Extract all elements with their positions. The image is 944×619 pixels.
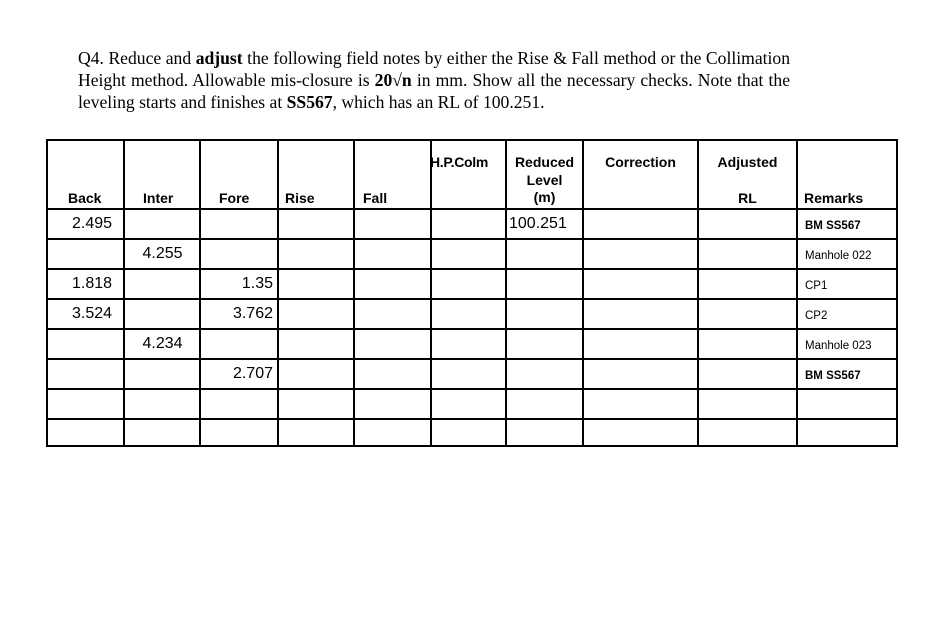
header-back: Back — [68, 190, 102, 206]
table-cell-reduced — [505, 298, 582, 328]
table-cell-correction — [582, 328, 697, 358]
table-cell-adjusted — [697, 418, 796, 447]
table-cell-reduced — [505, 418, 582, 447]
inter-value: 4.234 — [142, 335, 183, 352]
back-value: 3.524 — [72, 305, 113, 322]
table-cell-hpcolm — [430, 418, 505, 447]
question-part-1: Q4. Reduce and — [78, 48, 196, 68]
header-adjusted-line2: RL — [738, 190, 757, 206]
question-bold-benchmark: SS567 — [286, 92, 333, 112]
table-cell-fall — [353, 238, 430, 268]
remark-text: BM SS567 — [805, 220, 861, 232]
table-cell-adjusted — [697, 358, 796, 388]
table-cell-remarks — [796, 298, 898, 328]
header-cell-back — [46, 139, 123, 208]
table-cell-adjusted — [697, 208, 796, 238]
table-cell-reduced — [505, 268, 582, 298]
table-cell-correction — [582, 208, 697, 238]
table-cell-fore — [199, 358, 277, 388]
remark-text: BM SS567 — [805, 370, 861, 382]
inter-value: 4.255 — [142, 245, 183, 262]
table-cell-reduced — [505, 208, 582, 238]
table-cell-rise — [277, 328, 353, 358]
table-cell-hpcolm — [430, 268, 505, 298]
table-cell-fore — [199, 268, 277, 298]
table-cell-hpcolm — [430, 328, 505, 358]
table-cell-hpcolm — [430, 298, 505, 328]
header-cell-remarks — [796, 139, 898, 208]
table-cell-correction — [582, 238, 697, 268]
table-cell-fall — [353, 208, 430, 238]
table-cell-inter — [123, 328, 199, 358]
table-cell-fall — [353, 268, 430, 298]
table-cell-remarks — [796, 418, 898, 447]
fore-value: 1.35 — [241, 275, 273, 292]
table-cell-back — [46, 268, 123, 298]
table-cell-fore — [199, 328, 277, 358]
table-cell-rise — [277, 358, 353, 388]
remark-text: CP1 — [805, 280, 828, 292]
table-cell-inter — [123, 388, 199, 418]
table-cell-rise — [277, 298, 353, 328]
question-part-3: in mm. Show all the necessary checks. Note that the leveling starts and finishes at — [78, 70, 791, 112]
table-cell-fore — [199, 388, 277, 418]
header-adjusted-line1: Adjusted — [717, 154, 778, 170]
table-cell-back — [46, 238, 123, 268]
header-reduced-line3: (m) — [533, 189, 556, 205]
table-cell-inter — [123, 358, 199, 388]
table-cell-back — [46, 328, 123, 358]
table-cell-correction — [582, 268, 697, 298]
table-cell-adjusted — [697, 328, 796, 358]
table-cell-fall — [353, 358, 430, 388]
remark-text: Manhole 022 — [805, 250, 872, 262]
table-cell-rise — [277, 388, 353, 418]
table-cell-correction — [582, 418, 697, 447]
table-cell-remarks — [796, 388, 898, 418]
table-cell-correction — [582, 388, 697, 418]
table-cell-adjusted — [697, 268, 796, 298]
back-value: 2.495 — [72, 215, 113, 232]
table-cell-remarks — [796, 358, 898, 388]
remark-text: CP2 — [805, 310, 828, 322]
header-cell-inter — [123, 139, 199, 208]
table-cell-inter — [123, 268, 199, 298]
table-cell-inter — [123, 298, 199, 328]
table-cell-hpcolm — [430, 238, 505, 268]
table-cell-adjusted — [697, 238, 796, 268]
table-cell-rise — [277, 238, 353, 268]
header-fall: Fall — [363, 190, 388, 206]
table-cell-adjusted — [697, 388, 796, 418]
table-cell-inter — [123, 238, 199, 268]
table-cell-inter — [123, 208, 199, 238]
remark-text: Manhole 023 — [805, 340, 872, 352]
table-cell-correction — [582, 298, 697, 328]
table-cell-back — [46, 388, 123, 418]
header-reduced-line1: Reduced — [514, 154, 575, 170]
question-part-4: , which has an RL of 100.251. — [332, 92, 545, 112]
header-cell-reduced — [505, 139, 582, 208]
table-cell-reduced — [505, 358, 582, 388]
table-cell-remarks — [796, 268, 898, 298]
table-cell-back — [46, 418, 123, 447]
table-cell-reduced — [505, 388, 582, 418]
table-cell-remarks — [796, 328, 898, 358]
table-cell-fore — [199, 238, 277, 268]
table-cell-fall — [353, 298, 430, 328]
table-cell-back — [46, 358, 123, 388]
header-inter: Inter — [143, 190, 174, 206]
question-bold-adjust: adjust — [195, 48, 243, 68]
table-cell-hpcolm — [430, 358, 505, 388]
table-cell-remarks — [796, 238, 898, 268]
table-cell-fore — [199, 208, 277, 238]
table-cell-fore — [199, 418, 277, 447]
header-cell-correction — [582, 139, 697, 208]
table-cell-reduced — [505, 238, 582, 268]
header-reduced-line2: Level — [526, 172, 563, 188]
header-hpcolm: H.P.Colm — [430, 154, 489, 170]
fore-value: 3.762 — [232, 305, 273, 322]
table-cell-rise — [277, 208, 353, 238]
table-cell-rise — [277, 418, 353, 447]
header-cell-rise — [277, 139, 353, 208]
table-cell-inter — [123, 418, 199, 447]
table-cell-hpcolm — [430, 388, 505, 418]
table-cell-fall — [353, 328, 430, 358]
table-cell-back — [46, 298, 123, 328]
question-bold-misclosure: 20√n — [374, 70, 412, 90]
table-cell-correction — [582, 358, 697, 388]
table-cell-adjusted — [697, 298, 796, 328]
question-part-2: the following field notes by either the Rise & Fall method or the Collimation Height method. Allowable mis-closure is — [78, 48, 790, 90]
table-cell-fore — [199, 298, 277, 328]
header-cell-hpcolm — [430, 139, 505, 208]
table-cell-fall — [353, 388, 430, 418]
fore-value: 2.707 — [232, 365, 273, 382]
header-correction: Correction — [605, 154, 676, 170]
header-remarks: Remarks — [804, 190, 864, 206]
table-cell-back — [46, 208, 123, 238]
reduced-level-value: 100.251 — [509, 215, 567, 232]
header-rise: Rise — [285, 190, 315, 206]
table-cell-rise — [277, 268, 353, 298]
table-cell-reduced — [505, 328, 582, 358]
leveling-table — [46, 139, 898, 447]
table-cell-remarks — [796, 208, 898, 238]
back-value: 1.818 — [72, 275, 113, 292]
question-text — [78, 47, 790, 113]
table-cell-fall — [353, 418, 430, 447]
header-cell-fall — [353, 139, 430, 208]
header-fore: Fore — [219, 190, 250, 206]
header-cell-adjusted — [697, 139, 796, 208]
table-cell-hpcolm — [430, 208, 505, 238]
header-cell-fore — [199, 139, 277, 208]
